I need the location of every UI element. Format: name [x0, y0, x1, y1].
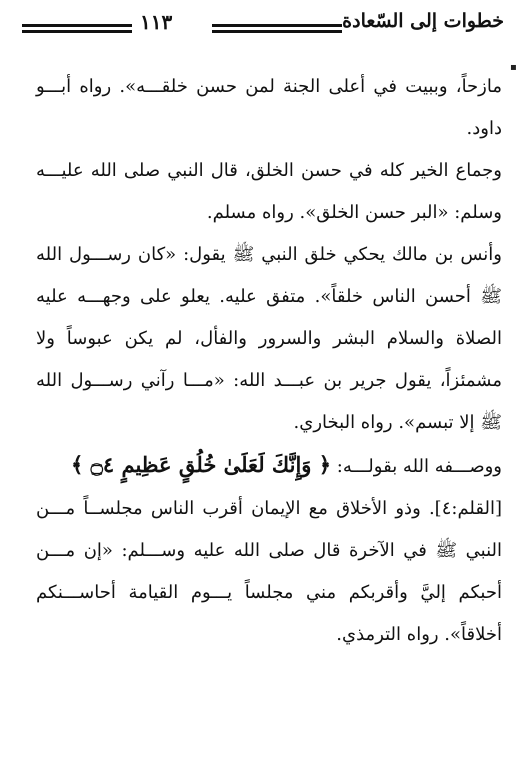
header-rule: [212, 24, 342, 27]
running-title: خطوات إلى السّعادة: [342, 10, 504, 32]
page-header: [22, 8, 504, 38]
header-rule: [22, 24, 132, 27]
header-rule: [212, 30, 342, 33]
margin-mark: ▪: [510, 62, 517, 73]
paragraph: وأنس بن مالك يحكي خلق النبي ﷺ يقول: «كان رســـول الله ﷺ أحسن الناس خلقاً». متفق عليه. يعلو على وجهـــه عليه الصلاة والسلام البشر والسرور والفأل، لم يكن عبوساً ولا مشمئزاً، يقول جرير بن عبـــد الله: «مـــا رآني رســـول الله ﷺ إلا تبسم». رواه البخاري.: [36, 244, 502, 433]
quran-verse: ﴿ وَإِنَّكَ لَعَلَىٰ خُلُقٍ عَظِيمٍ ۝٤ ﴾: [70, 452, 332, 477]
paragraph: وجماع الخير كله في حسن الخلق، قال النبي صلى الله عليـــه وسلم: «البر حسن الخلق». رواه مسلم.: [36, 160, 502, 223]
page-body: [36, 66, 502, 656]
verse-paragraph: [36, 444, 502, 488]
paragraph: [القلم:٤]. وذو الأخلاق مع الإيمان أقرب الناس مجلســاً مـــن النبي ﷺ في الآخرة قال صلى الله عليه وســـلم: «إن مـــن أحبكم إليَّ وأقربكم مني مجلساً يـــوم القيامة أحاســـنكم أخلاقاً». رواه الترمذي.: [36, 498, 502, 645]
paragraph: مازحاً، وببيت في أعلى الجنة لمن حسن خلقـــه». رواه أبـــو داود.: [36, 76, 502, 139]
page-number: ١١٣: [140, 10, 173, 34]
verse-lead: ووصـــفه الله بقولـــه:: [331, 456, 502, 477]
header-rule: [22, 30, 132, 33]
